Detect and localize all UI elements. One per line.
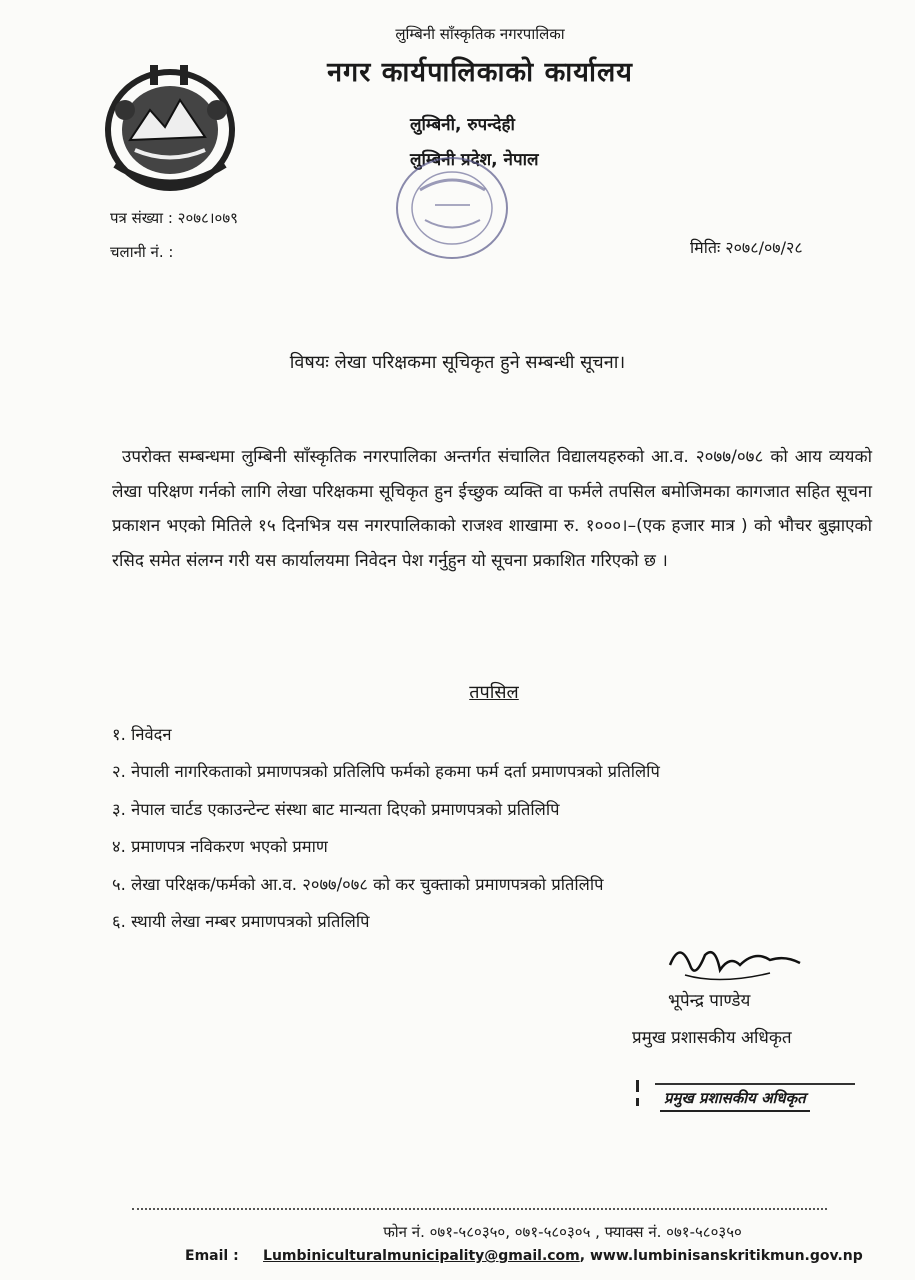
footer-divider bbox=[132, 1208, 827, 1210]
subject-line: विषयः लेखा परिक्षकमा सूचिकृत हुने सम्बन्धी सूचना। bbox=[289, 352, 626, 373]
municipality-name: लुम्बिनी साँस्कृतिक नगरपालिका bbox=[395, 25, 565, 43]
email-link[interactable]: Lumbiniculturalmunicipality@gmail.com bbox=[263, 1248, 580, 1264]
website-link[interactable]: , www.lumbinisanskritikmun.gov.np bbox=[579, 1248, 863, 1264]
list-item: ३. नेपाल चार्टड एकाउन्टेन्ट संस्था बाट मान्यता दिएको प्रमाणपत्रको प्रतिलिपि bbox=[112, 799, 560, 819]
dispatch-number: चलानी नं. : bbox=[110, 243, 174, 261]
signatory-title: प्रमुख प्रशासकीय अधिकृत bbox=[632, 1028, 792, 1048]
stamp-top-rule bbox=[655, 1083, 855, 1085]
footer-contact bbox=[185, 1248, 863, 1264]
list-item: १. निवेदन bbox=[112, 725, 172, 744]
official-stamp-title: प्रमुख प्रशासकीय अधिकृत bbox=[660, 1088, 810, 1112]
email-label: Email : bbox=[185, 1248, 239, 1264]
address-line-2: लुम्बिनी प्रदेश, नेपाल bbox=[410, 150, 539, 170]
municipality-round-stamp-icon bbox=[390, 150, 515, 265]
signatory-name: भूपेन्द्र पाण्डेय bbox=[668, 991, 751, 1011]
office-title: नगर कार्यपालिकाको कार्यालय bbox=[327, 57, 633, 88]
stamp-edge-mark bbox=[634, 1080, 642, 1120]
letter-number: पत्र संख्या : २०७८।०७९ bbox=[110, 209, 238, 227]
address-line-1: लुम्बिनी, रुपन्देही bbox=[410, 115, 515, 135]
tapasil-heading: तपसिल bbox=[469, 682, 519, 703]
list-item: २. नेपाली नागरिकताको प्रमाणपत्रको प्रतिलिपि फर्मको हकमा फर्म दर्ता प्रमाणपत्रको प्रतिलिपि bbox=[112, 762, 660, 782]
document-list bbox=[112, 716, 892, 940]
list-item: ४. प्रमाणपत्र नविकरण भएको प्रमाण bbox=[112, 837, 328, 857]
notice-body: उपरोक्त सम्बन्धमा लुम्बिनी साँस्कृतिक नगरपालिका अन्तर्गत संचालित विद्यालयहरुको आ.व. २०७७/०७८ को आय व्ययको लेखा परिक्षण गर्नको लागि लेखा परिक्षकमा सूचिकृत हुन ईच्छुक व्यक्ति वा फर्मले तपसिल बमोजिमका कागजात सहित सूचना प्रकाशन भएको मितिले १५ दिनभित्र यस नगरपालिकाको राजश्व शाखामा रु. १०००।–(एक हजार मात्र ) को भौचर बुझाएको रसिद समेत संलग्न गरी यस कार्यालयमा निवेदन पेश गर्नुहुन यो सूचना प्रकाशित गरिएको छ । bbox=[112, 447, 872, 571]
list-item: ६. स्थायी लेखा नम्बर प्रमाणपत्रको प्रतिलिपि bbox=[112, 911, 370, 931]
letterhead bbox=[300, 18, 660, 89]
list-item: ५. लेखा परिक्षक/फर्मको आ.व. २०७७/०७८ को कर चुक्ताको प्रमाणपत्रको प्रतिलिपि bbox=[112, 874, 604, 894]
nepal-government-emblem-icon bbox=[95, 55, 245, 195]
footer-phone: फोन नं. ०७१-५८०३५०, ०७१-५८०३०५ , फ्याक्स नं. ०७१-५८०३५० bbox=[383, 1223, 742, 1241]
letter-date: मितिः २०७८/०७/२८ bbox=[690, 238, 803, 257]
handwritten-signature-icon bbox=[660, 935, 810, 995]
